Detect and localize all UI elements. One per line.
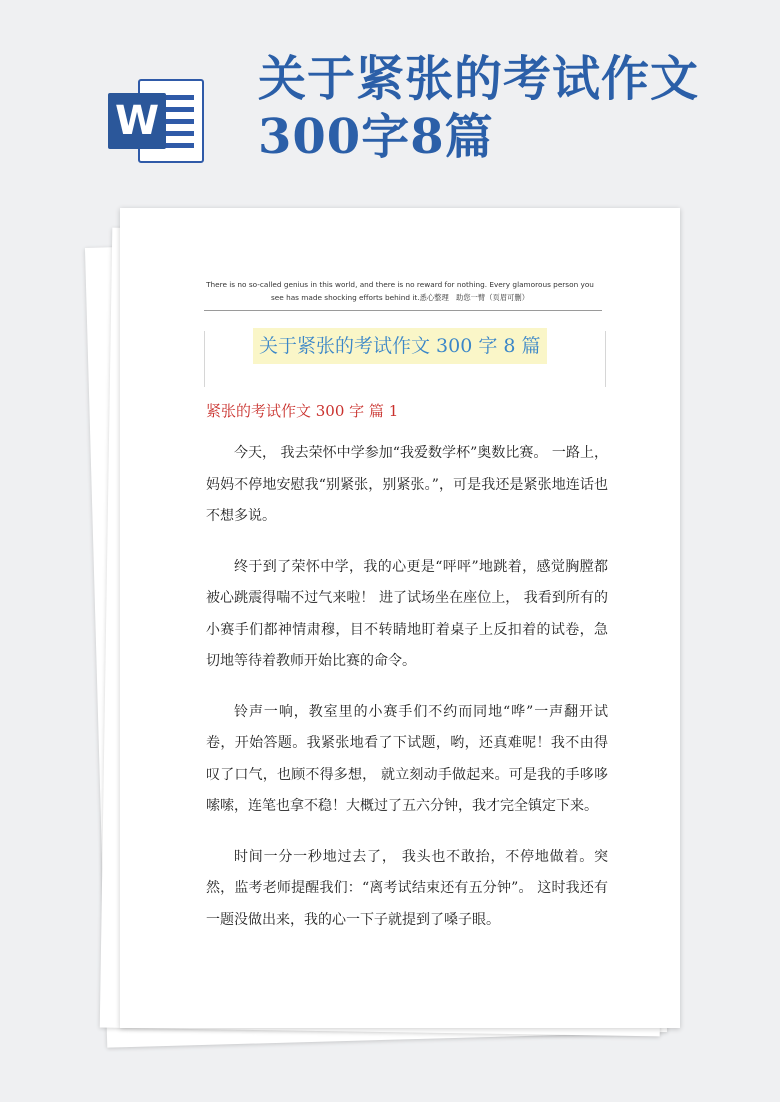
document-title: 关于紧张的考试作文 300 字 8 篇 (253, 328, 547, 364)
section-heading: 紧张的考试作文 300 字 篇 1 (206, 402, 399, 420)
page-header-note: There is no so-called genius in this world, and there is no reward for nothing. Every glamorous person you see has made shocking efforts behind it.悉心整理 助您一臂（页眉可删） (206, 280, 594, 302)
header-divider (204, 310, 602, 311)
paragraph: 终于到了荣怀中学，我的心更是“呯呯”地跳着，感觉胸膛都被心跳震得喘不过气来啦！ 进了试场坐在座位上， 我看到所有的小赛手们都神情肃穆，目不转睛地盯着桌子上反扣着的试卷，急切地等待着教师开始比赛的命令。 (206, 558, 608, 669)
banner (0, 0, 780, 220)
word-letter-badge: W (108, 93, 166, 149)
paragraph: 时间一分一秒地过去了， 我头也不敢抬，不停地做着。突然，监考老师提醒我们：“离考试结束还有五分钟”。 这时我还有一题没做出来，我的心一下子就提到了嗓子眼。 (206, 848, 608, 928)
banner-title: 关于紧张的考试作文300字8篇 (258, 51, 700, 165)
essay-body (206, 438, 608, 955)
word-document-icon (108, 69, 208, 163)
paragraph: 今天， 我去荣怀中学参加“我爱数学杯”奥数比赛。 一路上，妈妈不停地安慰我“别紧张，别紧张。”，可是我还是紧张地连话也不想多说。 (206, 445, 608, 524)
paragraph: 铃声一响，教室里的小赛手们不约而同地“哗”一声翻开试卷，开始答题。我紧张地看了下试题，哟，还真难呢！我不由得叹了口气，也顾不得多想， 就立刻动手做起来。可是我的手哆哆嗦嗦，连笔也拿不稳！大概过了五六分钟，我才完全镇定下来。 (206, 703, 608, 814)
document-page (120, 208, 680, 1028)
